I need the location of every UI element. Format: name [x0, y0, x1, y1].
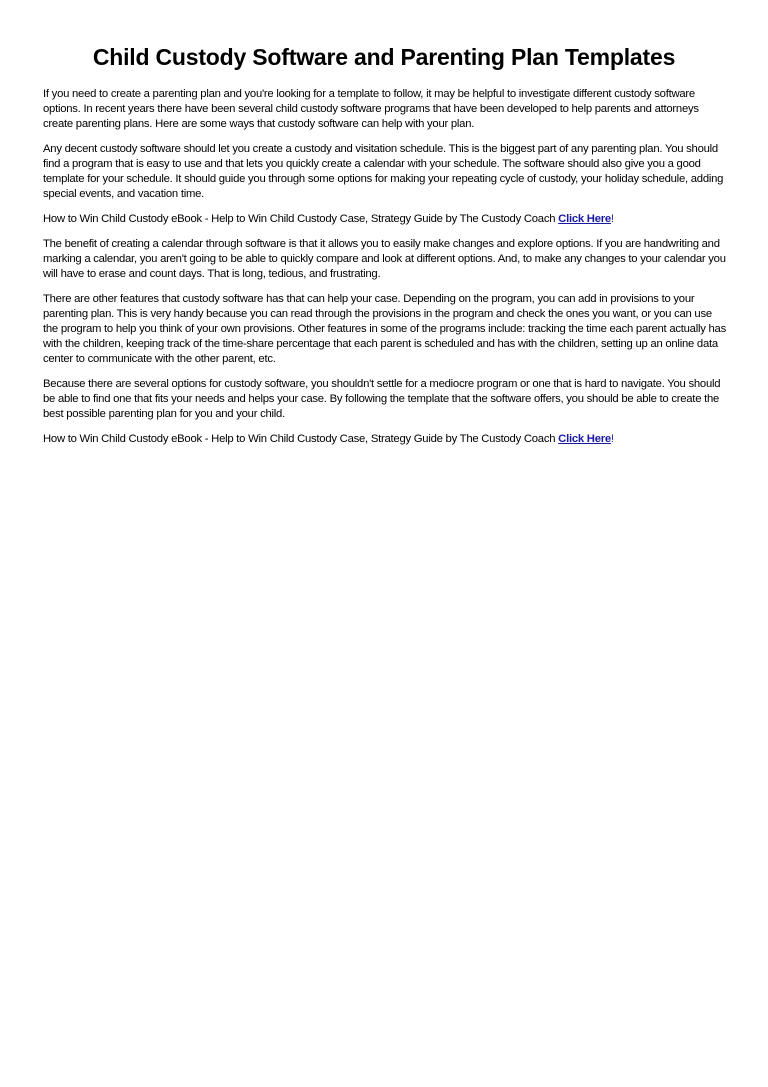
promo-line-bottom	[43, 432, 727, 447]
paragraph-intro: If you need to create a parenting plan and you're looking for a template to follow, it may be helpful to investigate different custody software options. In recent years there have been several child custody software programs that have been developed to help parents and attorneys create parenting plans. Here are some ways that custody software can help with your plan.	[43, 88, 699, 130]
paragraph-features: There are other features that custody software has that can help your case. Depending on the program, you can add in provisions to your parenting plan. This is very handy because you can read through the provisions in the program and check the ones you want, or you can use the program to help you think of your own provisions. Other features in some of the programs include: tracking the time each parent actually has with the children, keeping track of the time-share percentage that each parent is scheduled and has with the children, setting up an online data center to communicate with the other parent, etc.	[43, 293, 726, 365]
paragraph-options: Because there are several options for custody software, you shouldn't settle for a mediocre program or one that is hard to navigate. You should be able to find one that fits your needs and helps your case. By following the template that the software offers, you should be able to create the best possible parenting plan for you and your child.	[43, 378, 721, 420]
click-here-link-top[interactable]: Click Here	[558, 213, 611, 225]
article-body	[43, 87, 727, 457]
paragraph-calendar-benefit: The benefit of creating a calendar through software is that it allows you to easily make changes and explore options. If you are handwriting and marking a calendar, you aren't going to be able to quickly compare and look at different options. And, to make any changes to your calendar you will have to erase and count days. That is long, tedious, and frustrating.	[43, 238, 726, 280]
promo-text: How to Win Child Custody eBook - Help to Win Child Custody Case, Strategy Guide by The Custody Coach	[43, 433, 556, 445]
promo-text: How to Win Child Custody eBook - Help to Win Child Custody Case, Strategy Guide by The Custody Coach	[43, 213, 556, 225]
promo-line-top	[43, 212, 727, 227]
promo-link-suffix: !	[610, 213, 614, 225]
paragraph-schedule: Any decent custody software should let you create a custody and visitation schedule. This is the biggest part of any parenting plan. You should find a program that is easy to use and that lets you quickly create a calendar with your schedule. The software should also give you a good template for your schedule. It should guide you through some options for making your repeating cycle of custody, your holiday schedule, adding special events, and vacation time.	[43, 143, 724, 200]
click-here-link-bottom[interactable]: Click Here	[558, 433, 611, 445]
promo-link-suffix: !	[610, 433, 614, 445]
page-title: Child Custody Software and Parenting Plan Templates	[92, 44, 676, 70]
